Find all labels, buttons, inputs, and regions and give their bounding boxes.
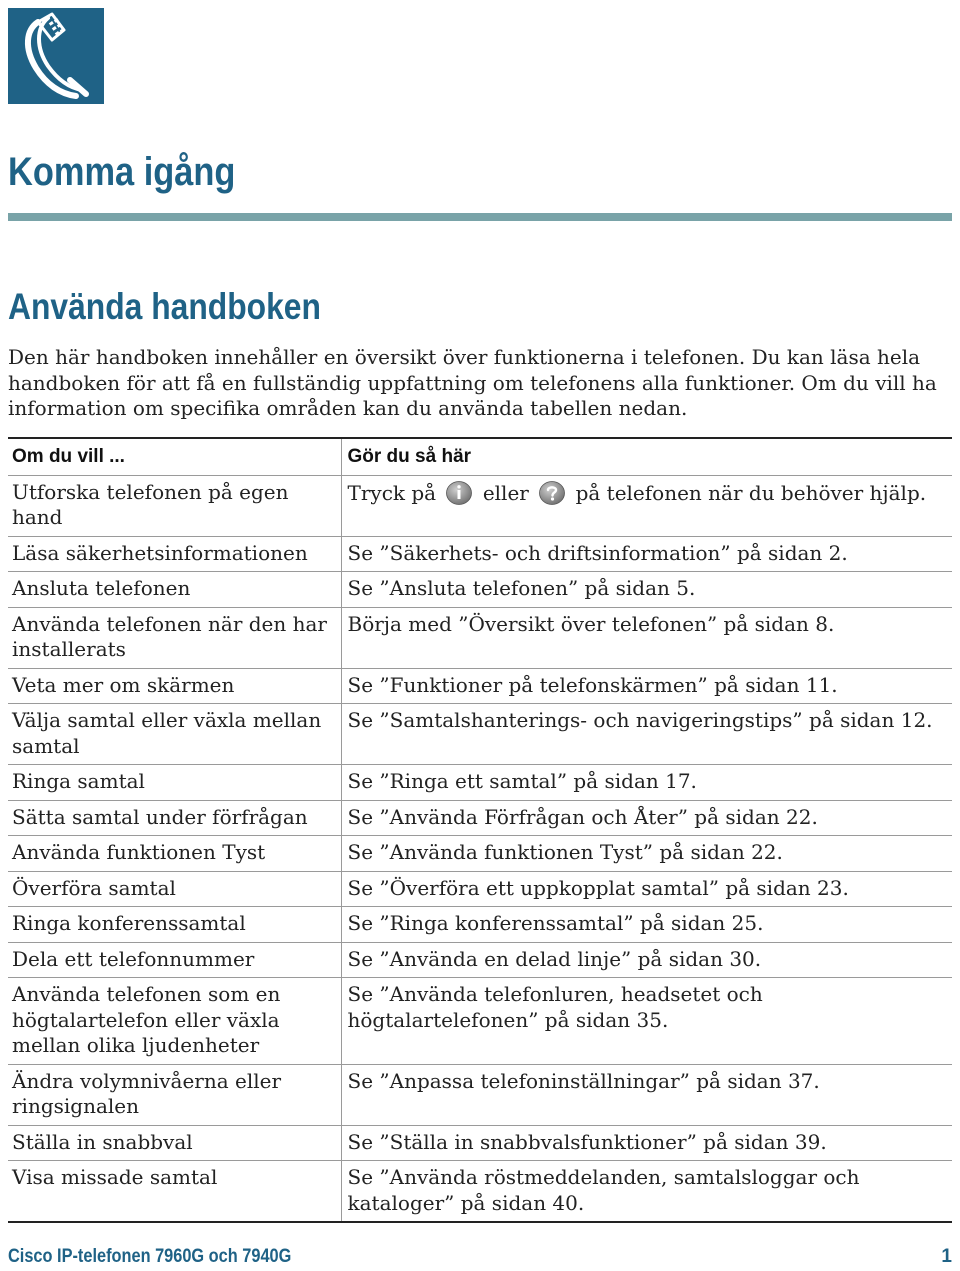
want-cell: Välja samtal eller växla mellan samtal	[8, 704, 341, 765]
chapter-divider	[8, 213, 952, 221]
do-cell: Börja med ”Översikt över telefonen” på sidan 8.	[341, 607, 952, 668]
column-header-do: Gör du så här	[341, 438, 952, 475]
want-cell: Dela ett telefonnummer	[8, 942, 341, 978]
do-middle: eller	[482, 480, 529, 505]
want-cell: Veta mer om skärmen	[8, 668, 341, 704]
table-row	[8, 800, 952, 836]
do-cell: Se ”Använda funktionen Tyst” på sidan 22.	[341, 836, 952, 872]
want-cell: Ringa samtal	[8, 765, 341, 801]
do-prefix: Tryck på	[347, 480, 437, 505]
want-cell: Använda telefonen som en högtalartelefon eller växla mellan olika ljudenheter	[8, 978, 341, 1065]
table-row	[8, 536, 952, 572]
table-row	[8, 907, 952, 943]
do-cell: Se ”Ställa in snabbvalsfunktioner” på sidan 39.	[341, 1125, 952, 1161]
want-cell: Överföra samtal	[8, 871, 341, 907]
want-cell: Ställa in snabbval	[8, 1125, 341, 1161]
do-cell: Se ”Säkerhets- och driftsinformation” på sidan 2.	[341, 536, 952, 572]
want-cell: Visa missade samtal	[8, 1161, 341, 1223]
footer-title: Cisco IP-telefonen 7960G och 7940G	[8, 1246, 292, 1267]
table-row	[8, 704, 952, 765]
guide-table	[8, 437, 952, 1223]
chapter-title: Komma igång	[8, 150, 236, 194]
do-cell: Se ”Funktioner på telefonskärmen” på sidan 11.	[341, 668, 952, 704]
want-cell: Sätta samtal under förfrågan	[8, 800, 341, 836]
table-row	[8, 572, 952, 608]
do-cell: Se ”Använda telefonluren, headsetet och högtalartelefonen” på sidan 35.	[341, 978, 952, 1065]
want-cell: Använda telefonen när den har installerats	[8, 607, 341, 668]
info-button-icon	[446, 480, 472, 506]
do-cell: Se ”Ansluta telefonen” på sidan 5.	[341, 572, 952, 608]
want-cell: Ändra volymnivåerna eller ringsignalen	[8, 1064, 341, 1125]
table-row	[8, 1125, 952, 1161]
want-cell: Utforska telefonen på egen hand	[8, 475, 341, 536]
want-cell: Ansluta telefonen	[8, 572, 341, 608]
table-row	[8, 607, 952, 668]
table-row	[8, 1064, 952, 1125]
do-cell: Se ”Överföra ett uppkopplat samtal” på sidan 23.	[341, 871, 952, 907]
table-row	[8, 978, 952, 1065]
table-row	[8, 668, 952, 704]
cisco-phone-handset-icon	[8, 8, 104, 104]
table-row	[8, 942, 952, 978]
section-title: Använda handboken	[8, 286, 321, 327]
want-cell: Använda funktionen Tyst	[8, 836, 341, 872]
want-cell: Läsa säkerhetsinformationen	[8, 536, 341, 572]
do-cell: Se ”Anpassa telefoninställningar” på sidan 37.	[341, 1064, 952, 1125]
table-header-row	[8, 438, 952, 475]
do-cell: Se ”Använda röstmeddelanden, samtalsloggar och kataloger” på sidan 40.	[341, 1161, 952, 1223]
do-cell: Se ”Ringa konferenssamtal” på sidan 25.	[341, 907, 952, 943]
table-row	[8, 836, 952, 872]
do-suffix: på telefonen när du behöver hjälp.	[575, 480, 927, 505]
want-cell: Ringa konferenssamtal	[8, 907, 341, 943]
column-header-want: Om du vill ...	[12, 446, 125, 467]
do-cell: Se ”Använda Förfrågan och Åter” på sidan 22.	[341, 800, 952, 836]
help-question-button-icon	[539, 480, 565, 506]
table-row	[8, 475, 952, 536]
do-cell: Se ”Använda en delad linje” på sidan 30.	[341, 942, 952, 978]
do-cell	[341, 475, 952, 536]
do-cell: Se ”Ringa ett samtal” på sidan 17.	[341, 765, 952, 801]
intro-paragraph: Den här handboken innehåller en översikt över funktionerna i telefonen. Du kan läsa hela handboken för att få en fullständig uppfattning om telefonens alla funktioner. Om du vill ha information om specifika områden kan du använda tabellen nedan.	[8, 345, 937, 420]
do-cell: Se ”Samtalshanterings- och navigeringstips” på sidan 12.	[341, 704, 952, 765]
table-row	[8, 765, 952, 801]
table-row	[8, 871, 952, 907]
table-row	[8, 1161, 952, 1223]
page-number: 1	[941, 1246, 952, 1267]
